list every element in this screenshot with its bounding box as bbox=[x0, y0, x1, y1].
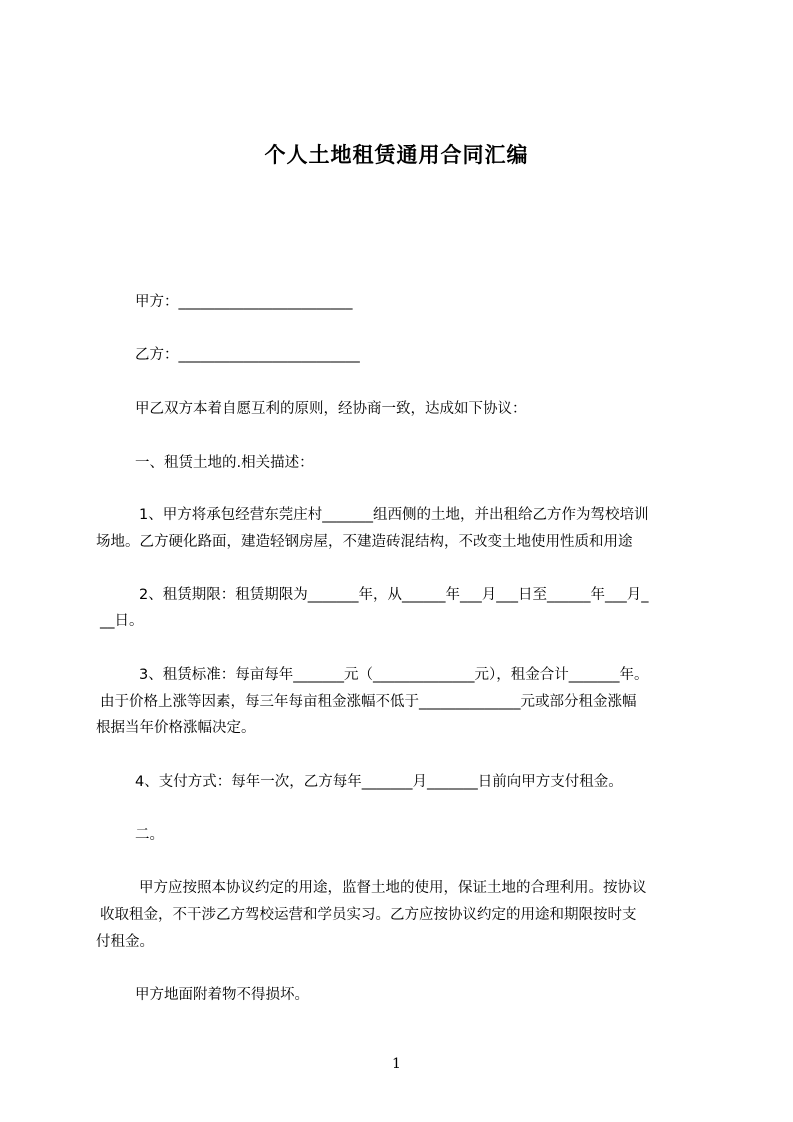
agreement-intro: 甲乙双方本着自愿互利的原则，经协商一致，达成如下协议： bbox=[135, 401, 527, 417]
clause-1-line-1: 1、甲方将承包经营东莞庄村_______组西侧的土地，并出租给乙方作为驾校培训 bbox=[139, 507, 649, 523]
obligations-line-1: 甲方应按照本协议约定的用途，监督土地的使用，保证土地的合理利用。按协议 bbox=[139, 880, 647, 896]
clause-4-line: 4、支付方式：每年一次，乙方每年_______月_______日前向甲方支付租金。 bbox=[135, 774, 623, 790]
party-a-line: 甲方：________________________ bbox=[135, 294, 353, 310]
obligations-line-2: 收取租金，不干涉乙方驾校运营和学员实习。乙方应按协议约定的用途和期限按时支 bbox=[100, 907, 637, 923]
clause-1-line-2: 场地。乙方硬化路面，建造轻钢房屋，不建造砖混结构，不改变土地使用性质和用途 bbox=[96, 534, 633, 550]
fixtures-line: 甲方地面附着物不得损坏。 bbox=[135, 987, 309, 1003]
clause-3-line-2: 由于价格上涨等因素，每三年每亩租金涨幅不低于______________元或部分租金涨幅 bbox=[100, 694, 637, 710]
clause-2-line-1: 2、租赁期限：租赁期限为_______年，从______年___月___日至______年___月_ bbox=[139, 587, 649, 603]
clause-3-line-3: 根据当年价格涨幅决定。 bbox=[96, 720, 256, 736]
obligations-line-3: 付租金。 bbox=[96, 934, 154, 950]
section-two-heading: 二。 bbox=[135, 827, 164, 843]
section-one-heading: 一、租赁土地的.相关描述： bbox=[135, 455, 314, 471]
document-title: 个人土地租赁通用合同汇编 bbox=[264, 143, 529, 167]
clause-2-line-2: __日。 bbox=[100, 613, 144, 629]
page-number: 1 bbox=[392, 1056, 401, 1072]
party-b-line: 乙方：_________________________ bbox=[135, 347, 360, 363]
clause-3-line-1: 3、租赁标准：每亩每年_______元（______________元），租金合计_______年。 bbox=[139, 667, 649, 683]
